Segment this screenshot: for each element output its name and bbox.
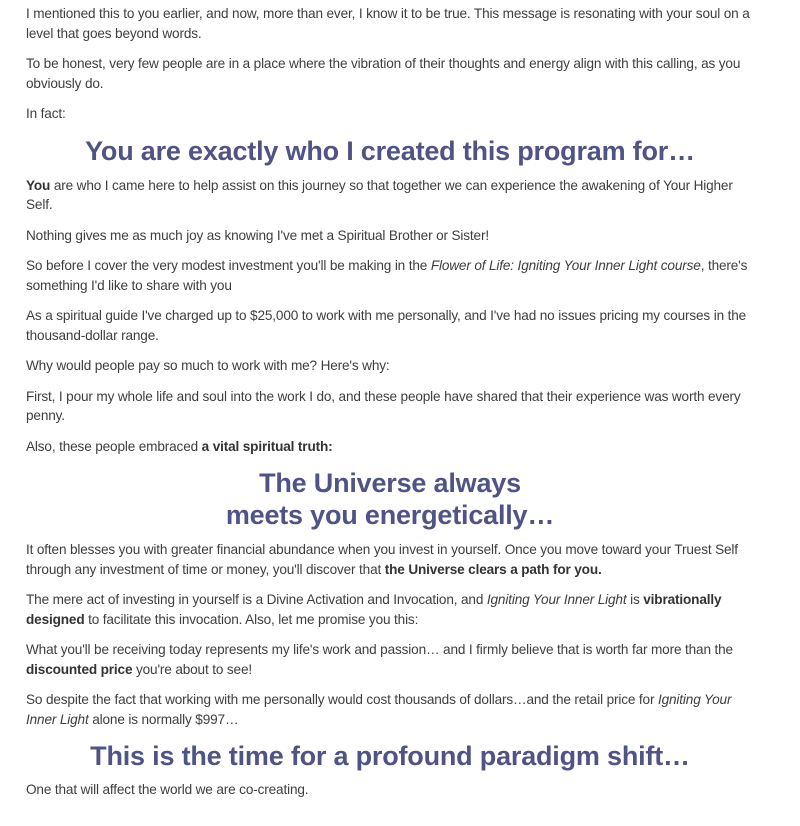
paragraph-intro: I mentioned this to you earlier, and now, more than ever, I know it to be true. This message is resonating with your soul on a level that goes beyond words. — [26, 6, 750, 41]
paragraph-abundance-text: It often blesses you with greater financial abundance when you invest in yourself. Once you move toward your Truest Self through any investment of time or money, you'll discover that — [26, 542, 738, 577]
paragraph-also-text: Also, these people embraced — [26, 438, 202, 454]
course-name-italic-2: Igniting Your Inner Light — [26, 692, 732, 727]
paragraph-joy: Nothing gives me as much joy as knowing I've met a Spiritual Brother or Sister! — [26, 227, 489, 243]
paragraph-in-fact: In fact: — [26, 106, 66, 121]
paragraph-divine-text-1: The mere act of investing in yourself is a Divine Activation and Invocation, and — [26, 592, 487, 607]
paragraph-retail-text-1: So despite the fact that working with me personally would cost thousands of dollars…and the retail price for — [26, 692, 658, 707]
heading-universe-line-1: The Universe always — [259, 468, 521, 498]
paragraph-investment-intro — [26, 256, 754, 295]
paragraph-divine-text-2: is — [626, 592, 644, 607]
course-title-italic: Flower of Life: Igniting Your Inner Light course — [430, 258, 701, 273]
paragraph-also-truth — [26, 437, 754, 457]
paragraph-retail-text-2: alone is normally $997… — [88, 711, 239, 727]
paragraph-why: Why would people pay so much to work with me? Here's why: — [26, 358, 390, 373]
bold-vital-truth: a vital spiritual truth: — [201, 438, 333, 454]
heading-universe-line-2: meets you energetically… — [225, 500, 555, 530]
paragraph-first: First, I pour my whole life and soul into the work I do, and these people have shared that their experience was worth every penny. — [26, 388, 741, 423]
heading-paradigm-shift: This is the time for a profound paradigm shift… — [90, 741, 690, 771]
paragraph-you-are — [26, 176, 754, 215]
paragraph-honest: To be honest, very few people are in a place where the vibration of their thoughts and energy align with this calling, as you obviously do. — [26, 56, 741, 91]
course-name-italic: Igniting Your Inner Light — [486, 592, 627, 607]
paragraph-abundance — [26, 540, 754, 579]
bold-discounted-price: discounted price — [26, 661, 133, 677]
paragraph-pricing: As a spiritual guide I've charged up to $25,000 to work with me personally, and I've had no issues pricing my courses in the thousand-dollar range. — [26, 308, 747, 343]
paragraph-retail-price — [26, 690, 754, 729]
heading-universe-meets-you — [26, 467, 754, 531]
heading-program-for-you: You are exactly who I created this program for… — [85, 135, 695, 166]
bold-universe-clears-path: the Universe clears a path for you. — [384, 561, 602, 577]
bold-vibrationally-designed: vibrationally designed — [26, 592, 722, 627]
paragraph-investment-text-2: , there's something I'd like to share with you — [26, 258, 748, 293]
paragraph-investment-text-1: So before I cover the very modest investment you'll be making in the — [26, 258, 431, 273]
paragraph-co-creating: One that will affect the world we are co-creating. — [26, 782, 309, 797]
paragraph-life-work-text-1: What you'll be receiving today represents my life's work and passion… and I firmly believe that is worth far more than the — [26, 642, 733, 657]
paragraph-you-are-text: are who I came here to help assist on this journey so that together we can experience the awakening of Your Higher Self. — [26, 177, 733, 212]
paragraph-divine-activation — [26, 590, 754, 629]
paragraph-life-work — [26, 640, 754, 679]
paragraph-life-work-text-2: you're about to see! — [132, 661, 252, 677]
paragraph-divine-text-3: to facilitate this invocation. Also, let me promise you this: — [84, 611, 419, 627]
bold-you: You — [26, 177, 51, 193]
